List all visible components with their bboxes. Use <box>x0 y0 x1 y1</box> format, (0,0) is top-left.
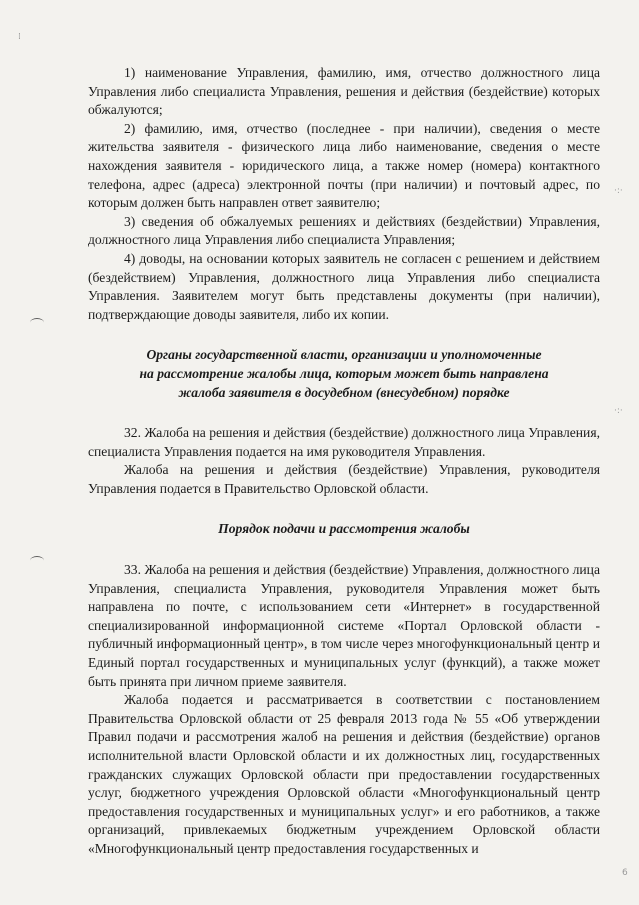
margin-speck-right-1: ·:· <box>614 186 623 196</box>
document-page <box>88 64 600 859</box>
spacer <box>88 498 600 520</box>
margin-scan-mark-2 <box>30 556 44 565</box>
spacer <box>88 539 600 561</box>
paragraph-33-continuation: Жалоба подается и рассматривается в соответствии с постановлением Правительства Орловской области от 25 февраля 2013 года № 55 «Об утверждении Правил подачи и рассмотрения жалоб на решения и действия (бездействие) органов исполнительной власти Орловской области и их должностных лиц, государственных гражданских служащих Орловской области при предоставлении государственных услуг, бюджетного учреждения Орловской области «Многофункциональный центр предоставления государственных и муниципальных услуг» и его работников, а также организаций, привлекаемых бюджетным учреждением Орловской области «Многофункциональный центр предоставления государственных и <box>88 692 600 856</box>
heading-line: жалоба заявителя в досудебном (внесудебном) порядке <box>178 384 510 400</box>
margin-scan-mark-1 <box>30 318 44 327</box>
list-item-2: 2) фамилию, имя, отчество (последнее - при наличии), сведения о месте жительства заявителя - физического лица либо наименование, сведения о месте нахождения заявителя - юридического лица, а также номер (номера) контактного телефона, адрес (адреса) электронной почты (при наличии) и почтовый адрес, по которым должен быть направлен ответ заявителю; <box>88 120 600 211</box>
heading-line: Органы государственной власти, организации и уполномоченные <box>146 347 542 363</box>
margin-speck-top: ⁞ <box>18 32 21 42</box>
paragraph-32: 32. Жалоба на решения и действия (бездействие) должностного лица Управления, специалиста Управления подается на имя руководителя Управления. <box>88 425 600 459</box>
list-item-3: 3) сведения об обжалуемых решениях и действиях (бездействии) Управления, должностного лица Управления либо специалиста Управления; <box>88 213 600 248</box>
paragraph-32-continuation: Жалоба на решения и действия (бездействие) Управления, руководителя Управления подается в Правительство Орловской области. <box>88 462 600 496</box>
list-item-4: 4) доводы, на основании которых заявитель не согласен с решением и действием (бездействием) Управления, должностного лица Управления либо специалиста Управления. Заявителем могут быть представлены документы (при наличии), подтверждающие доводы заявителя, либо их копии. <box>88 250 600 322</box>
margin-speck-right-2: ·:· <box>614 406 623 416</box>
list-item-1: 1) наименование Управления, фамилию, имя, отчество должностного лица Управления либо специалиста Управления, решения и действия (бездействие) которых обжалуются; <box>88 65 600 118</box>
paragraph-33: 33. Жалоба на решения и действия (бездействие) Управления, должностного лица Управления, специалиста Управления, руководителя Управления может быть направлена по почте, с использованием сети «Интернет» в государственной специализированной информационной системе «Портал Орловской области - публичный информационный центр», в том числе через многофункциональный центр и Единый портал государственных и муниципальных услуг (функций), а также может быть принята при личном приеме заявителя. <box>88 562 600 689</box>
margin-speck-bottom: 6 <box>622 868 628 878</box>
heading-line: Порядок подачи и рассмотрения жалобы <box>218 521 470 537</box>
heading-line: на рассмотрение жалобы лица, которым может быть направлена <box>139 365 549 381</box>
spacer <box>88 324 600 346</box>
spacer <box>88 402 600 424</box>
section-heading-complaint-procedure <box>88 520 600 539</box>
section-heading-complaint-bodies <box>88 346 600 402</box>
